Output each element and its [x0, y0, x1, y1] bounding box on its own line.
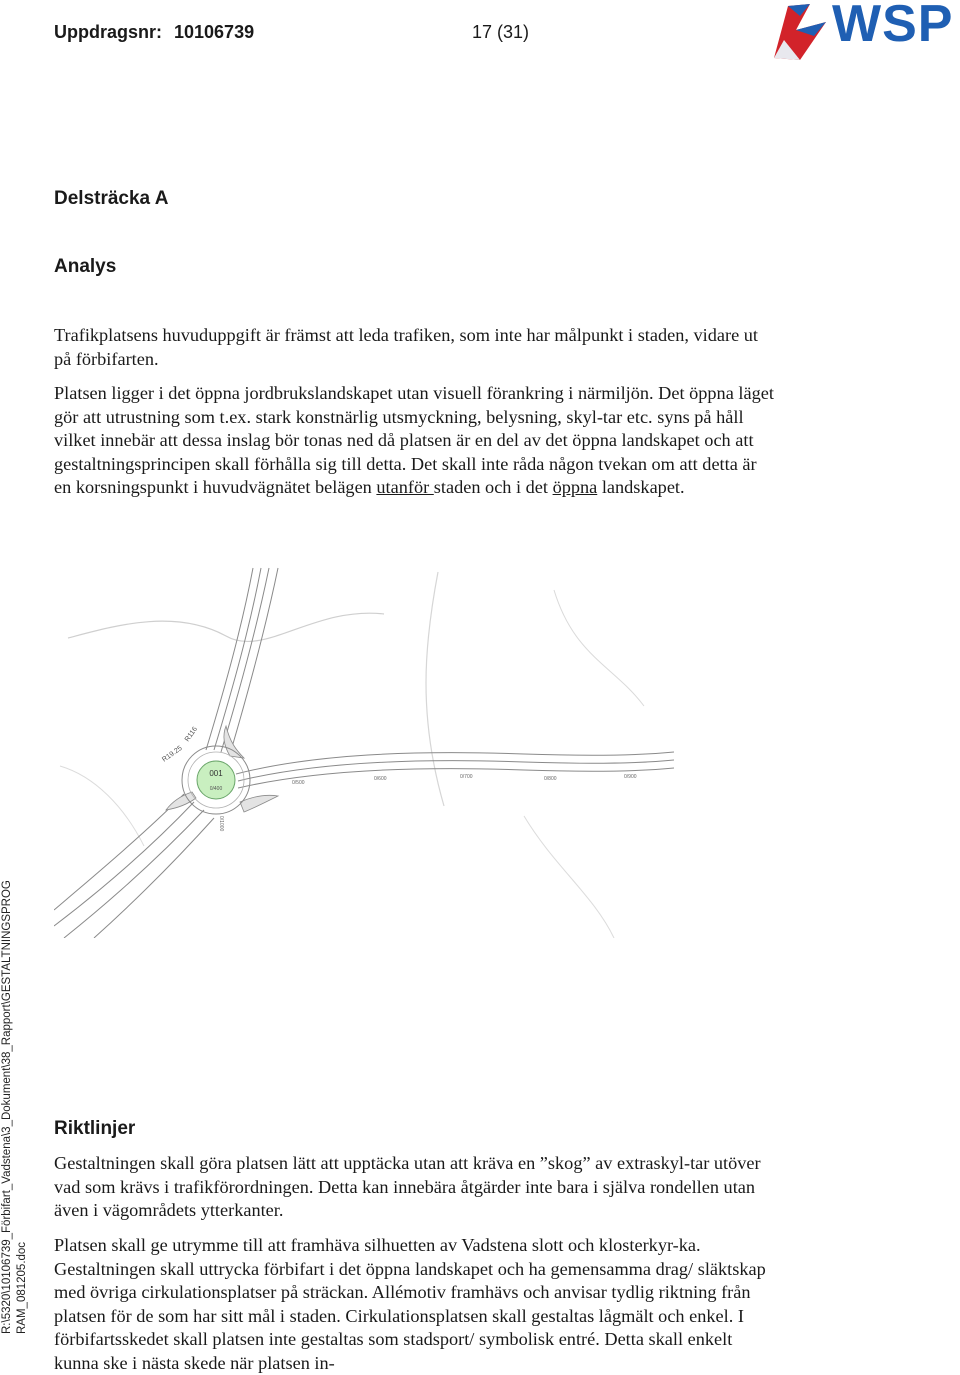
roundabout-center-island: [197, 761, 235, 799]
chainage-label: 0/500: [292, 780, 305, 786]
chainage-label: 0/800: [544, 776, 557, 782]
roundabout-plan-drawing: [54, 566, 674, 938]
wsp-logo: [770, 0, 960, 62]
guidelines-paragraph-1: Gestaltningen skall göra platsen lätt att upptäcka utan att kräva en ”skog” av extraskyl-tar utöver vad som krävs i trafikförordningen. Detta kan innebära åtgärder inte bara i själva rondellen utan även i vägområdets ytterkanter.: [54, 1153, 761, 1220]
analysis-paragraph-2: Platsen ligger i det öppna jordbrukslandskapet utan visuell förankring i närmiljön. Det öppna läget gör att utrustning som t.ex. stark konstnärlig utsmyckning, belysning, skyl-tar etc. syns på håll vilket innebär att dessa inslag bör tonas ned då platsen är en del av det öppna landskapet och att gestaltningsprincipen skall förhålla sig till detta. Det skall inte råda någon tvekan om att detta är en korsningspunkt i huvudvägnätet belägen utanför staden och i det öppna landskapet.: [54, 383, 774, 497]
roundabout-label: 001: [209, 769, 223, 778]
wsp-logo-mark: [770, 0, 832, 62]
assignment-value: 10106739: [174, 22, 255, 42]
chainage-label: 0/700: [460, 774, 473, 780]
file-path-sidebar: [0, 880, 32, 1334]
file-path-line-1: R:\5320\10106739_Förbifart_Vadstena\3_Dokument\38_Rapport\GESTALTNINGSPROG: [1, 880, 13, 1334]
assignment-label: Uppdragsnr:: [54, 22, 162, 42]
underlined-open: öppna: [552, 477, 598, 497]
page-number: 17 (31): [472, 22, 530, 42]
file-path-line-2: RAM_081205.doc: [16, 1241, 28, 1334]
chainage-label: 0/600: [374, 776, 387, 782]
guidelines-paragraph-2: Platsen skall ge utrymme till att framhäva silhuetten av Vadstena slott och klosterkyr-ka. Gestaltningen skall uttrycka förbifart i det öppna landskapet och ha gemensamma drag/ släktskap med övriga cirkulationsplatser på sträckan. Allémotiv framhävs och anvisar tydlig riktning från platsen för de som har sitt mål i staden. Cirkulationsplatsen skall gestaltas lågmält och enkel. I förbifartsskedet skall platsen inte gestaltas som stadsport/ symbolisk entré. Detta skall enkelt kunna ske i nästa skede när platsen in-: [54, 1235, 766, 1373]
analysis-heading: Analys: [54, 256, 117, 277]
analysis-paragraph-1: Trafikplatsens huvuduppgift är främst att leda trafiken, som inte har målpunkt i staden, vidare ut på förbifarten.: [54, 325, 758, 369]
assignment-number: [54, 22, 254, 43]
underlined-outside: utanför: [376, 477, 434, 497]
chainage-label: 0/900: [624, 774, 637, 780]
wsp-logo-text: WSP: [832, 0, 954, 53]
radius-label-1: R116: [183, 725, 199, 744]
radius-label-2: R19.25: [161, 744, 184, 764]
guidelines-heading: Riktlinjer: [54, 1118, 136, 1139]
roundabout-chainage: 0/400: [209, 786, 223, 792]
chainage-label: 0/1000: [218, 816, 224, 832]
section-title: Delsträcka A: [54, 188, 169, 209]
